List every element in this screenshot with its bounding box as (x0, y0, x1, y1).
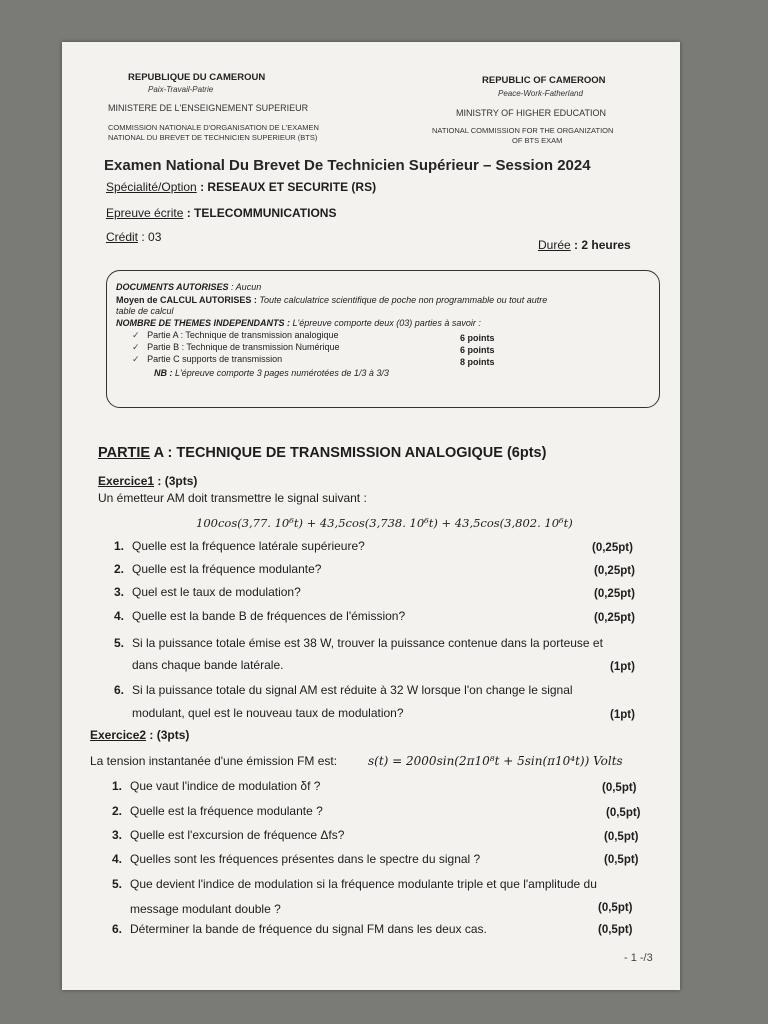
part-a-title (98, 445, 546, 461)
ex1-q2-points: (0,25pt) (594, 565, 635, 577)
ex2-question-2 (112, 804, 323, 818)
header-right-republic: REPUBLIC OF CAMEROON (482, 75, 606, 86)
ex2-q6-points: (0,5pt) (598, 924, 633, 936)
speciality-label: Spécialité/Option (106, 180, 197, 194)
exercise-1-heading (98, 474, 197, 488)
credit-value: : 03 (138, 230, 162, 244)
question-number: 1. (112, 779, 123, 793)
ex2-q3-points: (0,5pt) (604, 831, 639, 843)
header-left-commission-1: COMMISSION NATIONALE D'ORGANISATION DE L'EXAMEN (108, 123, 319, 132)
question-number: 5. (112, 877, 123, 891)
header-left-motto: Paix-Travail-Patrie (148, 85, 214, 94)
page-number: - 1 -/3 (624, 952, 653, 964)
exam-title: Examen National Du Brevet De Technicien Supérieur – Session 2024 (104, 157, 591, 174)
part-a-title-rest: A : TECHNIQUE DE TRANSMISSION ANALOGIQUE (6pts) (150, 445, 547, 461)
exercise-1-points: : (3pts) (154, 474, 198, 488)
exercise-2-label: Exercice2 (90, 728, 147, 742)
ex2-q1-points: (0,5pt) (602, 782, 637, 794)
ex1-q6-points: (1pt) (610, 709, 635, 721)
question-number: 2. (114, 562, 125, 576)
docs-label: DOCUMENTS AUTORISES (116, 282, 229, 292)
credit-field (106, 230, 161, 244)
check-icon: ✓ (132, 342, 140, 352)
ex1-question-3 (114, 585, 301, 599)
ex2-question-5-cont: message modulant double ? (130, 902, 281, 916)
calc-value-2: table de calcul (116, 306, 174, 316)
question-number: 3. (114, 585, 125, 599)
credit-label: Crédit (106, 230, 139, 244)
question-number: 4. (114, 609, 125, 623)
question-text: Quelle est l'excursion de fréquence Δfs? (130, 828, 345, 842)
question-number: 2. (112, 804, 123, 818)
ex2-question-1 (112, 779, 320, 793)
question-text: Que vaut l'indice de modulation δf ? (130, 779, 321, 793)
header-right-commission-2: OF BTS EXAM (512, 136, 563, 145)
speciality-field (106, 180, 376, 194)
question-text: Quelle est la fréquence modulante ? (130, 804, 323, 818)
question-number: 4. (112, 852, 123, 866)
exercise-2-points: : (3pts) (146, 728, 190, 742)
exercise-2-heading (90, 728, 189, 742)
question-number: 3. (112, 828, 123, 842)
header-right-commission-1: NATIONAL COMMISSION FOR THE ORGANIZATION (432, 126, 614, 135)
header-left-commission-2: NATIONAL DU BREVET DE TECHNICIEN SUPERIEUR (BTS) (108, 133, 318, 142)
check-icon: ✓ (132, 354, 140, 364)
question-number: 6. (112, 922, 123, 936)
ex2-question-6 (112, 922, 487, 936)
part-a-title-underlined: PARTIE (98, 445, 151, 461)
question-text: Quelle est la fréquence latérale supérieure? (132, 539, 365, 553)
header-left-ministry: MINISTERE DE L'ENSEIGNEMENT SUPERIEUR (108, 103, 309, 113)
question-number: 6. (114, 683, 125, 697)
ex2-q4-points: (0,5pt) (604, 854, 639, 866)
question-text: Quelle est la fréquence modulante? (132, 562, 322, 576)
ex1-question-5-cont: dans chaque bande latérale. (132, 658, 284, 672)
ex1-q1-points: (0,25pt) (592, 542, 633, 554)
question-text: Déterminer la bande de fréquence du signal FM dans les deux cas. (130, 922, 487, 936)
ex1-question-6-cont: modulant, quel est le nouveau taux de modulation? (132, 706, 404, 720)
ex1-question-2 (114, 562, 321, 576)
ex2-question-3 (112, 828, 344, 842)
question-text: Quel est le taux de modulation? (132, 585, 301, 599)
docs-line (116, 282, 261, 293)
ex2-q5-points: (0,5pt) (598, 902, 633, 914)
ex1-q4-points: (0,25pt) (594, 612, 635, 624)
question-text: Que devient l'indice de modulation si la fréquence modulante triple et que l'amplitude du (130, 877, 597, 891)
written-label: Epreuve écrite (106, 206, 184, 220)
question-text: Quelle est la bande B de fréquences de l'émission? (132, 609, 406, 623)
part-item-c (132, 354, 282, 365)
written-value: : TELECOMMUNICATIONS (183, 206, 337, 220)
exercise-1-intro: Un émetteur AM doit transmettre le signal suivant : (98, 491, 367, 505)
part-b-points: 6 points (460, 345, 495, 355)
calc-line (116, 295, 547, 306)
ex1-question-6 (114, 683, 573, 697)
calc-value: Toute calculatrice scientifique de poche non programmable ou tout autre (256, 295, 548, 305)
question-number: 5. (114, 636, 125, 650)
question-text: Si la puissance totale du signal AM est réduite à 32 W lorsque l'on change le signal (132, 683, 573, 697)
check-icon: ✓ (132, 330, 140, 340)
speciality-value: : RESEAUX ET SECURITE (RS) (196, 180, 377, 194)
exercise-2-intro: La tension instantanée d'une émission FM est: (90, 754, 338, 768)
part-item-a (132, 330, 339, 341)
themes-line (116, 318, 481, 329)
ex1-question-1 (114, 539, 365, 553)
ex1-q5-points: (1pt) (610, 661, 635, 673)
header-left-republic: REPUBLIQUE DU CAMEROUN (128, 72, 266, 83)
ex1-q3-points: (0,25pt) (594, 588, 635, 600)
question-text: Si la puissance totale émise est 38 W, trouver la puissance contenue dans la porteuse et (132, 636, 603, 650)
question-text: Quelles sont les fréquences présentes dans le spectre du signal ? (130, 852, 481, 866)
ex1-question-5 (114, 636, 603, 650)
exercise-2-formula: s(t) = 2000sin(2π10⁸t + 5sin(π10⁴t)) Volts (368, 754, 623, 768)
part-c-label: Partie C supports de transmission (147, 354, 283, 364)
part-b-label: Partie B : Technique de transmission Numérique (147, 342, 340, 352)
nb-label: NB : (154, 368, 173, 378)
header-right-motto: Peace-Work-Fatherland (498, 89, 583, 98)
exercise-1-label: Exercice1 (98, 474, 155, 488)
duration-label: Durée (538, 238, 571, 252)
ex2-q2-points: (0,5pt) (606, 807, 641, 819)
part-item-b (132, 342, 340, 353)
part-c-points: 8 points (460, 357, 495, 367)
nb-value: L'épreuve comporte 3 pages numérotées de 1/3 à 3/3 (172, 368, 389, 378)
themes-label: NOMBRE DE THEMES INDEPENDANTS : (116, 318, 291, 328)
themes-value: L'épreuve comporte deux (03) parties à savoir : (290, 318, 481, 328)
exercise-1-formula: 100cos(3,77. 10⁶t) + 43,5cos(3,738. 10⁶t) + 43,5cos(3,802. 10⁶t) (196, 516, 573, 530)
part-a-label: Partie A : Technique de transmission analogique (147, 330, 339, 340)
question-number: 1. (114, 539, 125, 553)
ex2-question-4 (112, 852, 480, 866)
duration-value: : 2 heures (570, 238, 631, 252)
calc-label: Moyen de CALCUL AUTORISES : (116, 295, 257, 305)
written-field (106, 206, 336, 220)
exam-page (62, 42, 680, 990)
duration-field (538, 238, 631, 252)
header-right-ministry: MINISTRY OF HIGHER EDUCATION (456, 108, 607, 118)
nb-line (154, 368, 389, 379)
part-a-points: 6 points (460, 333, 495, 343)
ex1-question-4 (114, 609, 405, 623)
ex2-question-5 (112, 877, 597, 891)
docs-value: : Aucun (228, 282, 262, 292)
